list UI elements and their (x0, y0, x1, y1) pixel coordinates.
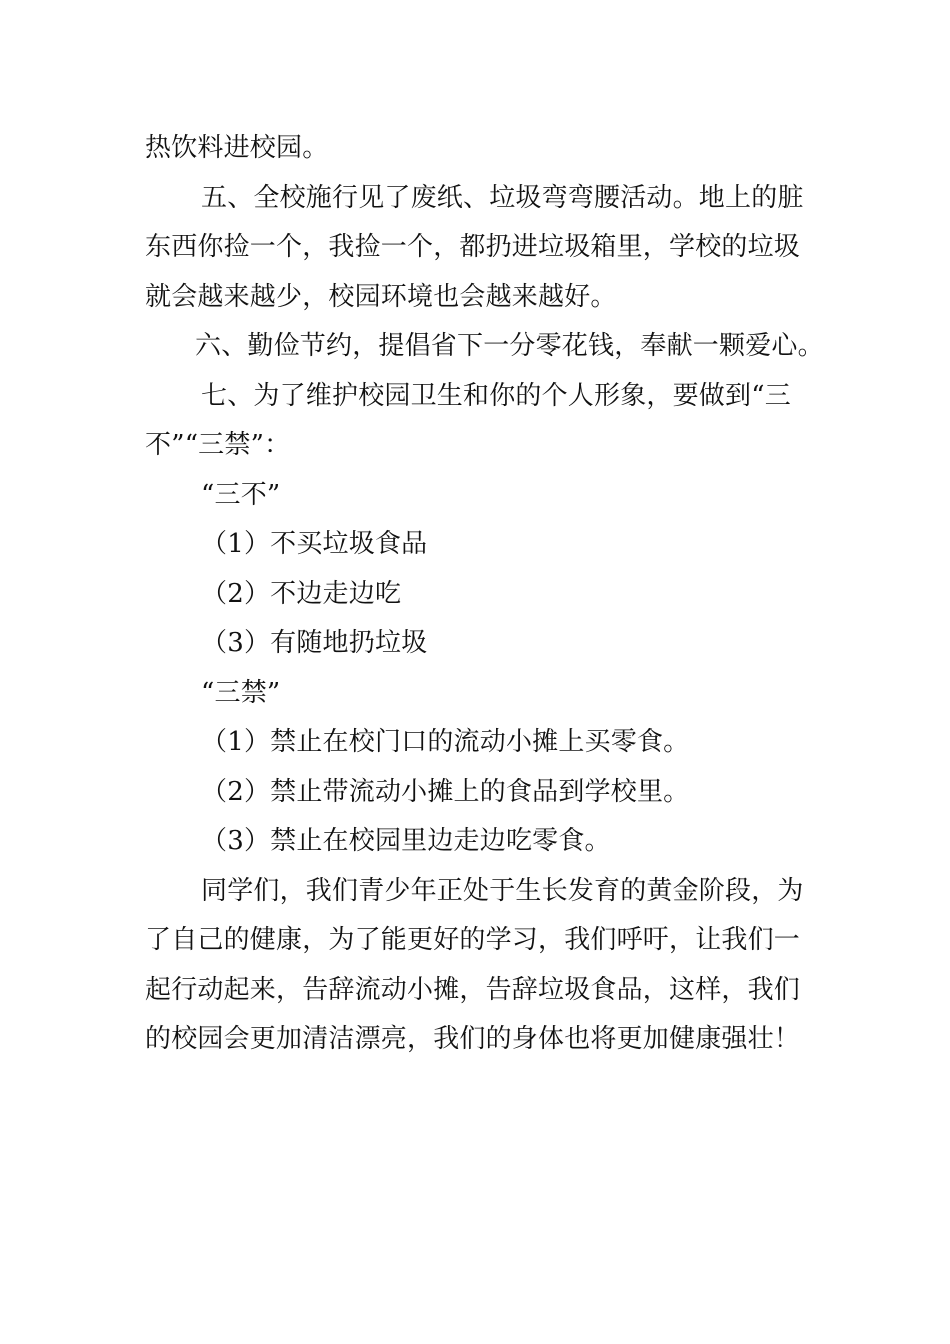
list-item: （3）有随地扔垃圾 (201, 628, 428, 658)
list-item: （3）禁止在校园里边走边吃零食。 (201, 826, 611, 856)
text-line: 热饮料进校园。 (145, 133, 329, 163)
text-line: 了自己的健康，为了能更好的学习，我们呼吁，让我们一 (145, 925, 801, 955)
closing-paragraph: 同学们，我们青少年正处于生长发育的黄金阶段，为 (201, 875, 804, 906)
text-line: 起行动起来，告辞流动小摊，告辞垃圾食品，这样，我们 (145, 974, 801, 1005)
list-item: （2）不边走边吃 (201, 578, 402, 609)
text-line: 的校园会更加清洁漂亮，我们的身体也将更加健康强壮！ (145, 1024, 801, 1054)
sub-heading-three-ban: “三禁” (201, 677, 281, 708)
document-body (145, 124, 824, 1065)
paragraph-item-7: 七、为了维护校园卫生和你的个人形象，要做到“三 (201, 380, 791, 411)
text-line: 就会越来越少，校园环境也会越来越好。 (145, 281, 617, 312)
list-item: （1）禁止在校门口的流动小摊上买零食。 (201, 727, 690, 757)
paragraph-item-5: 五、全校施行见了废纸、垃圾弯弯腰活动。地上的脏 (201, 182, 804, 213)
text-line: 东西你捡一个，我捡一个，都扔进垃圾箱里，学校的垃圾 (145, 232, 801, 262)
text-line: 不”“三禁”： (145, 430, 291, 460)
list-item: （2）禁止带流动小摊上的食品到学校里。 (201, 776, 690, 807)
paragraph-item-6: 六、勤俭节约，提倡省下一分零花钱，奉献一颗爱心。 (195, 331, 824, 361)
list-item: （1）不买垃圾食品 (201, 529, 428, 559)
sub-heading-three-no: “三不” (201, 479, 281, 510)
